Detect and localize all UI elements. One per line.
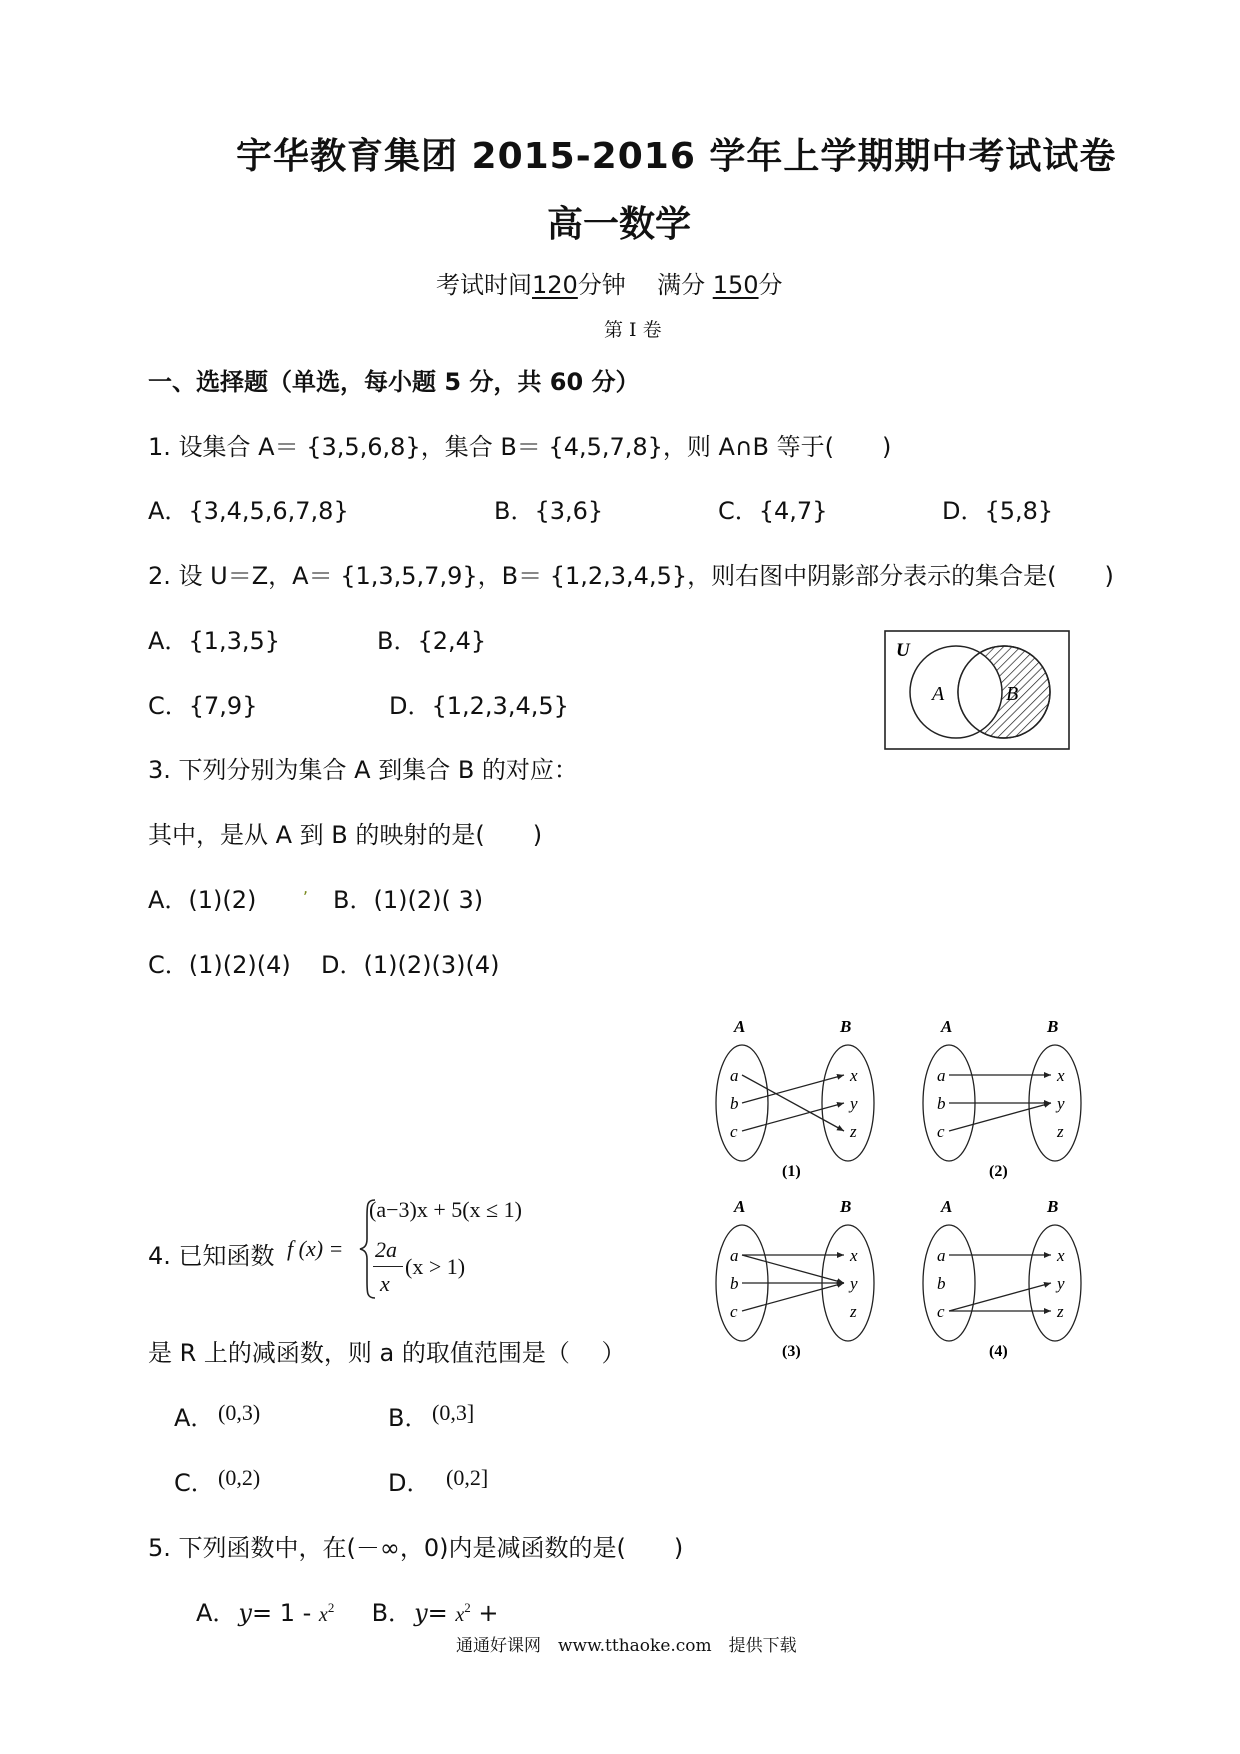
diagram-caption: (1) [782,1163,801,1180]
element-x: x [850,1246,858,1265]
piecewise-case-2-condition: (x > 1) [405,1254,466,1279]
page-footer: 通通好课网 www.tthaoke.com 提供下载 [456,1636,797,1656]
question-3-option-d: D．(1)(2)(3)(4) [321,951,500,979]
question-4-option-a-label: A． [174,1404,215,1432]
question-3-stem: 3. 下列分别为集合 A 到集合 B 的对应： [148,756,578,784]
question-3-ask: 其中，是从 A 到 B 的映射的是( ) [148,821,543,849]
set-b-label: B [840,1017,852,1036]
question-4-option-b-value: (0,3] [432,1400,475,1425]
exam-title: 宇华教育集团 2015-2016 学年上学期期中考试试卷 [236,136,1117,177]
exam-subtitle: 高一数学 [547,204,692,245]
question-5-option-b-tail: + [470,1599,499,1627]
element-x: x [1057,1066,1065,1085]
question-4-fx: f (x) = [287,1236,344,1261]
question-2-stem: 2. 设 U＝Z，A＝ {1,3,5,7,9}，B＝ {1,2,3,4,5}，则右图中阴影部分表示的集合是( ) [148,562,1114,590]
exam-time-unit: 分钟 [577,271,626,299]
question-4-stem: 是 R 上的减函数，则 a 的取值范围是（ ） [148,1339,626,1367]
question-5-option-b-x: x [455,1604,465,1626]
question-5-option-b-mid: = [427,1599,456,1627]
question-5-stem: 5. 下列函数中，在(－∞，0)内是减函数的是( ) [148,1534,684,1562]
element-x: x [1057,1246,1065,1265]
mapping-arrow [949,1283,1051,1311]
volume-label: 第 I 卷 [604,319,662,341]
question-1-option-d: D．{5,8} [942,497,1054,525]
question-2-option-d: D．{1,2,3,4,5} [389,692,569,720]
question-1-stem: 1. 设集合 A＝ {3,5,6,8}，集合 B＝ {4,5,7,8}，则 A∩B 等于( ) [148,433,892,461]
element-c: c [730,1302,738,1321]
question-4-option-c-label: C． [174,1469,215,1497]
question-4-option-a-value: (0,3) [218,1400,261,1425]
set-b-ellipse [1029,1225,1081,1341]
question-3-option-c: C．(1)(2)(4) [148,951,291,979]
question-2-option-a: A．{1,3,5} [148,627,281,655]
question-4-option-d-label: D． [388,1469,431,1497]
element-y: y [1057,1274,1065,1293]
set-a-ellipse [923,1225,975,1341]
exam-time-label: 考试时间 [436,271,532,299]
question-5-option-b-y: y [414,1599,428,1627]
full-score-label: 满分 [657,271,706,299]
mapping-arrow [742,1255,844,1283]
mapping-arrow [949,1103,1051,1131]
piecewise-case-2-denominator: x [380,1271,390,1296]
venn-label-u: U [896,640,910,661]
element-z: z [1057,1122,1064,1141]
element-b: b [937,1094,946,1113]
element-y: y [850,1094,858,1113]
element-b: b [937,1274,946,1293]
question-2-option-b: B．{2,4} [377,627,487,655]
question-4-option-b-label: B． [388,1404,429,1432]
element-c: c [730,1122,738,1141]
diagram-caption: (2) [989,1163,1008,1180]
question-1-option-c: C．{4,7} [718,497,828,525]
question-5-options [196,1593,499,1628]
set-a-label: A [941,1197,953,1216]
element-z: z [850,1122,857,1141]
element-a: a [730,1246,739,1265]
element-y: y [1057,1094,1065,1113]
set-b-label: B [1047,1197,1059,1216]
piecewise-case-1: (a−3)x + 5(x ≤ 1) [369,1197,522,1222]
element-x: x [850,1066,858,1085]
set-a-label: A [941,1017,953,1036]
mapping-arrow [742,1283,844,1311]
stray-mark: , [303,878,309,897]
question-5-option-a-mid: = 1 - [251,1599,319,1627]
set-b-label: B [1047,1017,1059,1036]
question-1-option-a: A．{3,4,5,6,7,8} [148,497,349,525]
full-score-value: 150 [712,271,759,299]
question-4-option-d-value: (0,2] [446,1465,489,1490]
question-5-option-b-label: B． [371,1599,413,1627]
venn-diagram [884,630,1074,752]
element-z: z [850,1302,857,1321]
question-5-option-b-exp: 2 [464,1600,471,1615]
diagram-caption: (4) [989,1343,1008,1360]
question-5-option-a-exp: 2 [327,1600,335,1615]
element-a: a [937,1246,946,1265]
element-y: y [850,1274,858,1293]
element-a: a [730,1066,739,1085]
set-a-label: A [734,1197,746,1216]
set-a-label: A [734,1017,746,1036]
element-c: c [937,1122,945,1141]
exam-time-value: 120 [532,271,578,299]
section-heading: 一、选择题（单选，每小题 5 分，共 60 分） [148,368,640,396]
element-b: b [730,1274,739,1293]
question-5-option-a-x: x [318,1604,328,1626]
mapping-arrow [742,1075,844,1131]
element-z: z [1057,1302,1064,1321]
element-c: c [937,1302,945,1321]
piecewise-case-2-numerator: 2a [375,1237,397,1262]
full-score-unit: 分 [758,271,783,299]
mapping-arrow [742,1103,844,1131]
mapping-diagrams [700,1010,1120,1380]
venn-label-b: B [1006,683,1019,705]
question-3-option-a: A．(1)(2) [148,886,257,914]
exam-info [436,265,783,300]
question-1-option-b: B．{3,6} [494,497,604,525]
element-b: b [730,1094,739,1113]
venn-label-a: A [932,683,945,705]
set-b-ellipse [822,1045,874,1161]
question-2-option-c: C．{7,9} [148,692,258,720]
diagram-caption: (3) [782,1343,801,1360]
question-5-option-a-y: y [238,1599,252,1627]
fraction-bar [373,1266,403,1267]
mapping-arrow [742,1075,844,1103]
set-b-label: B [840,1197,852,1216]
question-3-option-b: B．(1)(2)( 3) [333,886,484,914]
question-5-option-a-label: A． [196,1599,237,1627]
question-4-prefix: 4. 已知函数 [148,1242,275,1270]
element-a: a [937,1066,946,1085]
question-4-option-c-value: (0,2) [218,1465,261,1490]
